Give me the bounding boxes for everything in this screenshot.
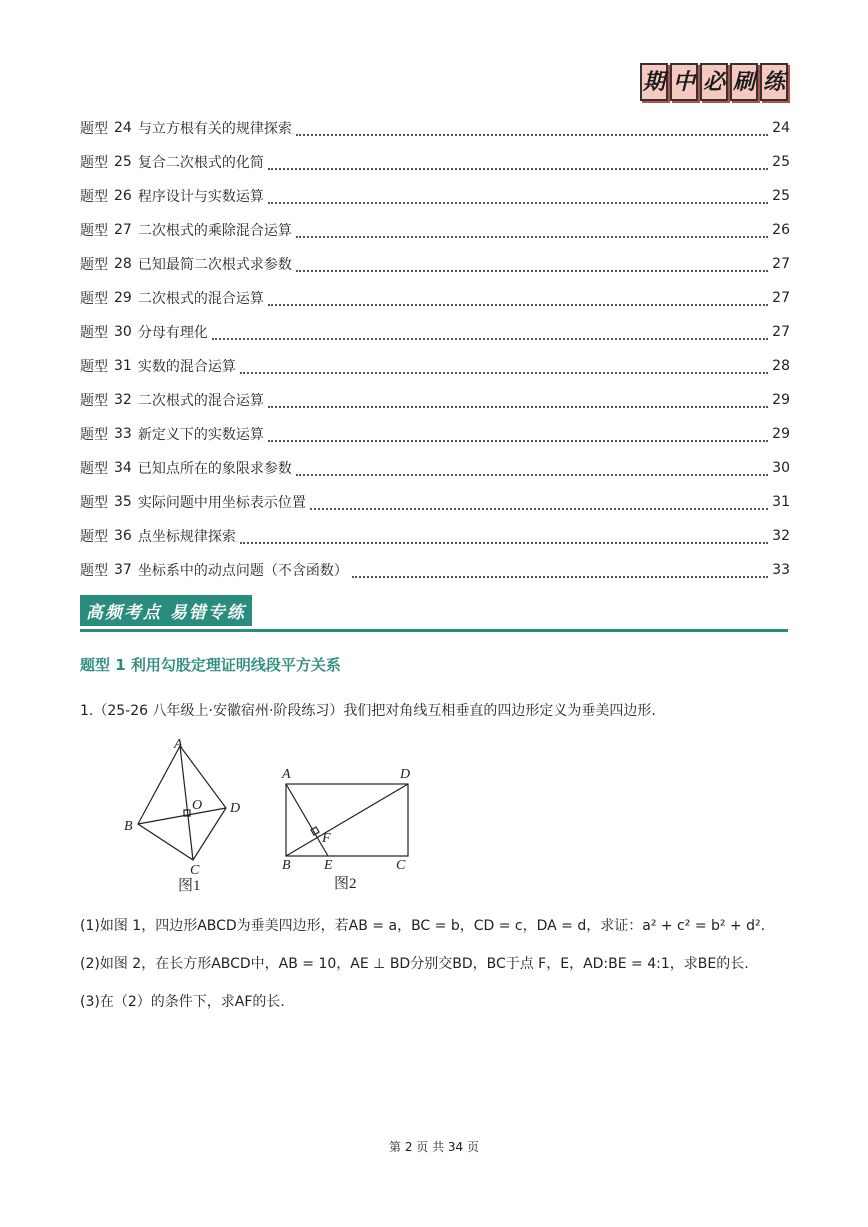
toc-prefix: 题型 <box>80 461 108 477</box>
problem-part-1: (1)如图 1，四边形ABCD为垂美四边形，若AB = a，BC = b，CD = c，DA = d，求证：a² + c² = b² + d². <box>80 918 766 934</box>
toc-number: 33 <box>114 426 132 442</box>
table-of-contents <box>80 111 790 587</box>
toc-leader <box>268 201 768 204</box>
toc-leader <box>296 133 768 136</box>
fig1-label-d: D <box>230 801 241 816</box>
toc-entry[interactable] <box>80 485 790 519</box>
toc-number: 30 <box>114 324 132 340</box>
toc-title: 实际问题中用坐标表示位置 <box>137 495 306 511</box>
badge-char: 期 <box>640 63 668 101</box>
toc-number: 27 <box>114 222 132 238</box>
fig2-caption: 图2 <box>334 876 357 892</box>
toc-leader <box>296 235 768 238</box>
badge-char: 必 <box>700 63 728 101</box>
toc-number: 26 <box>114 188 132 204</box>
section-title: 高频考点 易错专练 <box>80 595 252 626</box>
toc-page-number: 27 <box>772 256 790 272</box>
toc-leader <box>352 575 768 578</box>
toc-prefix: 题型 <box>80 121 108 137</box>
toc-page-number: 28 <box>772 358 790 374</box>
fig1-caption: 图1 <box>178 878 201 894</box>
toc-number: 37 <box>114 562 132 578</box>
toc-page-number: 31 <box>772 494 790 510</box>
toc-number: 32 <box>114 392 132 408</box>
toc-title: 二次根式的混合运算 <box>137 393 264 409</box>
toc-page-number: 29 <box>772 392 790 408</box>
toc-entry[interactable] <box>80 383 790 417</box>
fig2-label-c: C <box>396 858 406 873</box>
toc-page-number: 32 <box>772 528 790 544</box>
toc-entry[interactable] <box>80 519 790 553</box>
toc-prefix: 题型 <box>80 563 108 579</box>
toc-title: 已知最简二次根式求参数 <box>137 257 292 273</box>
page-footer: 第 2 页 共 34 页 <box>389 1140 479 1154</box>
toc-title: 复合二次根式的化简 <box>137 155 264 171</box>
badge-char: 刷 <box>730 63 758 101</box>
toc-title: 坐标系中的动点问题（不含函数） <box>137 563 348 579</box>
toc-entry[interactable] <box>80 145 790 179</box>
toc-leader <box>212 337 768 340</box>
fig1-label-b: B <box>124 819 133 834</box>
toc-leader <box>268 439 768 442</box>
fig2-label-b: B <box>282 858 291 873</box>
toc-prefix: 题型 <box>80 359 108 375</box>
toc-number: 35 <box>114 494 132 510</box>
problem-part-3: (3)在（2）的条件下，求AF的长. <box>80 994 285 1010</box>
toc-entry[interactable] <box>80 451 790 485</box>
toc-entry[interactable] <box>80 213 790 247</box>
section-header <box>80 595 788 632</box>
toc-prefix: 题型 <box>80 495 108 511</box>
toc-leader <box>240 371 768 374</box>
toc-number: 29 <box>114 290 132 306</box>
fig1-label-c: C <box>190 863 200 878</box>
question-type-heading: 题型 1 利用勾股定理证明线段平方关系 <box>80 656 341 674</box>
figure-2 <box>278 764 418 894</box>
toc-leader <box>240 541 768 544</box>
toc-entry[interactable] <box>80 179 790 213</box>
toc-prefix: 题型 <box>80 529 108 545</box>
toc-prefix: 题型 <box>80 393 108 409</box>
brand-badge <box>640 63 788 101</box>
toc-title: 实数的混合运算 <box>137 359 236 375</box>
toc-leader <box>268 405 768 408</box>
fig2-label-d: D <box>400 767 411 782</box>
toc-page-number: 27 <box>772 290 790 306</box>
toc-page-number: 30 <box>772 460 790 476</box>
toc-entry[interactable] <box>80 315 790 349</box>
toc-number: 31 <box>114 358 132 374</box>
toc-prefix: 题型 <box>80 325 108 341</box>
toc-title: 程序设计与实数运算 <box>137 189 264 205</box>
toc-entry[interactable] <box>80 111 790 145</box>
toc-page-number: 27 <box>772 324 790 340</box>
fig2-label-f: F <box>322 831 331 846</box>
fig1-label-o: O <box>192 798 203 813</box>
toc-number: 28 <box>114 256 132 272</box>
problem-parts <box>80 916 800 1030</box>
toc-entry[interactable] <box>80 247 790 281</box>
fig1-label-a: A <box>174 737 183 752</box>
toc-page-number: 33 <box>772 562 790 578</box>
toc-leader <box>268 303 768 306</box>
toc-page-number: 25 <box>772 154 790 170</box>
toc-page-number: 29 <box>772 426 790 442</box>
toc-leader <box>310 507 768 510</box>
toc-page-number: 26 <box>772 222 790 238</box>
toc-prefix: 题型 <box>80 427 108 443</box>
toc-page-number: 24 <box>772 120 790 136</box>
fig2-label-e: E <box>324 858 333 873</box>
problem-intro: 1.（25-26 八年级上·安徽宿州·阶段练习）我们把对角线互相垂直的四边形定义为垂美四边形. <box>80 703 656 719</box>
toc-entry[interactable] <box>80 281 790 315</box>
badge-char: 中 <box>670 63 698 101</box>
toc-title: 分母有理化 <box>137 325 208 341</box>
toc-number: 36 <box>114 528 132 544</box>
toc-prefix: 题型 <box>80 257 108 273</box>
toc-leader <box>268 167 768 170</box>
badge-char: 练 <box>760 63 788 101</box>
toc-title: 与立方根有关的规律探索 <box>137 121 292 137</box>
toc-title: 已知点所在的象限求参数 <box>137 461 292 477</box>
toc-number: 25 <box>114 154 132 170</box>
toc-entry[interactable] <box>80 349 790 383</box>
toc-page-number: 25 <box>772 188 790 204</box>
toc-number: 24 <box>114 120 132 136</box>
toc-title: 二次根式的乘除混合运算 <box>137 223 292 239</box>
toc-leader <box>296 473 768 476</box>
problem-part-2: (2)如图 2，在长方形ABCD中，AB = 10，AE ⊥ BD分别交BD，BC于点 F，E，AD:BE = 4:1，求BE的长. <box>80 956 749 972</box>
figure-1 <box>118 736 248 896</box>
toc-leader <box>296 269 768 272</box>
fig2-label-a: A <box>282 767 291 782</box>
toc-title: 点坐标规律探索 <box>137 529 236 545</box>
toc-prefix: 题型 <box>80 291 108 307</box>
toc-prefix: 题型 <box>80 155 108 171</box>
toc-entry[interactable] <box>80 417 790 451</box>
toc-prefix: 题型 <box>80 189 108 205</box>
toc-number: 34 <box>114 460 132 476</box>
toc-title: 新定义下的实数运算 <box>137 427 264 443</box>
toc-title: 二次根式的混合运算 <box>137 291 264 307</box>
toc-prefix: 题型 <box>80 223 108 239</box>
toc-entry[interactable] <box>80 553 790 587</box>
